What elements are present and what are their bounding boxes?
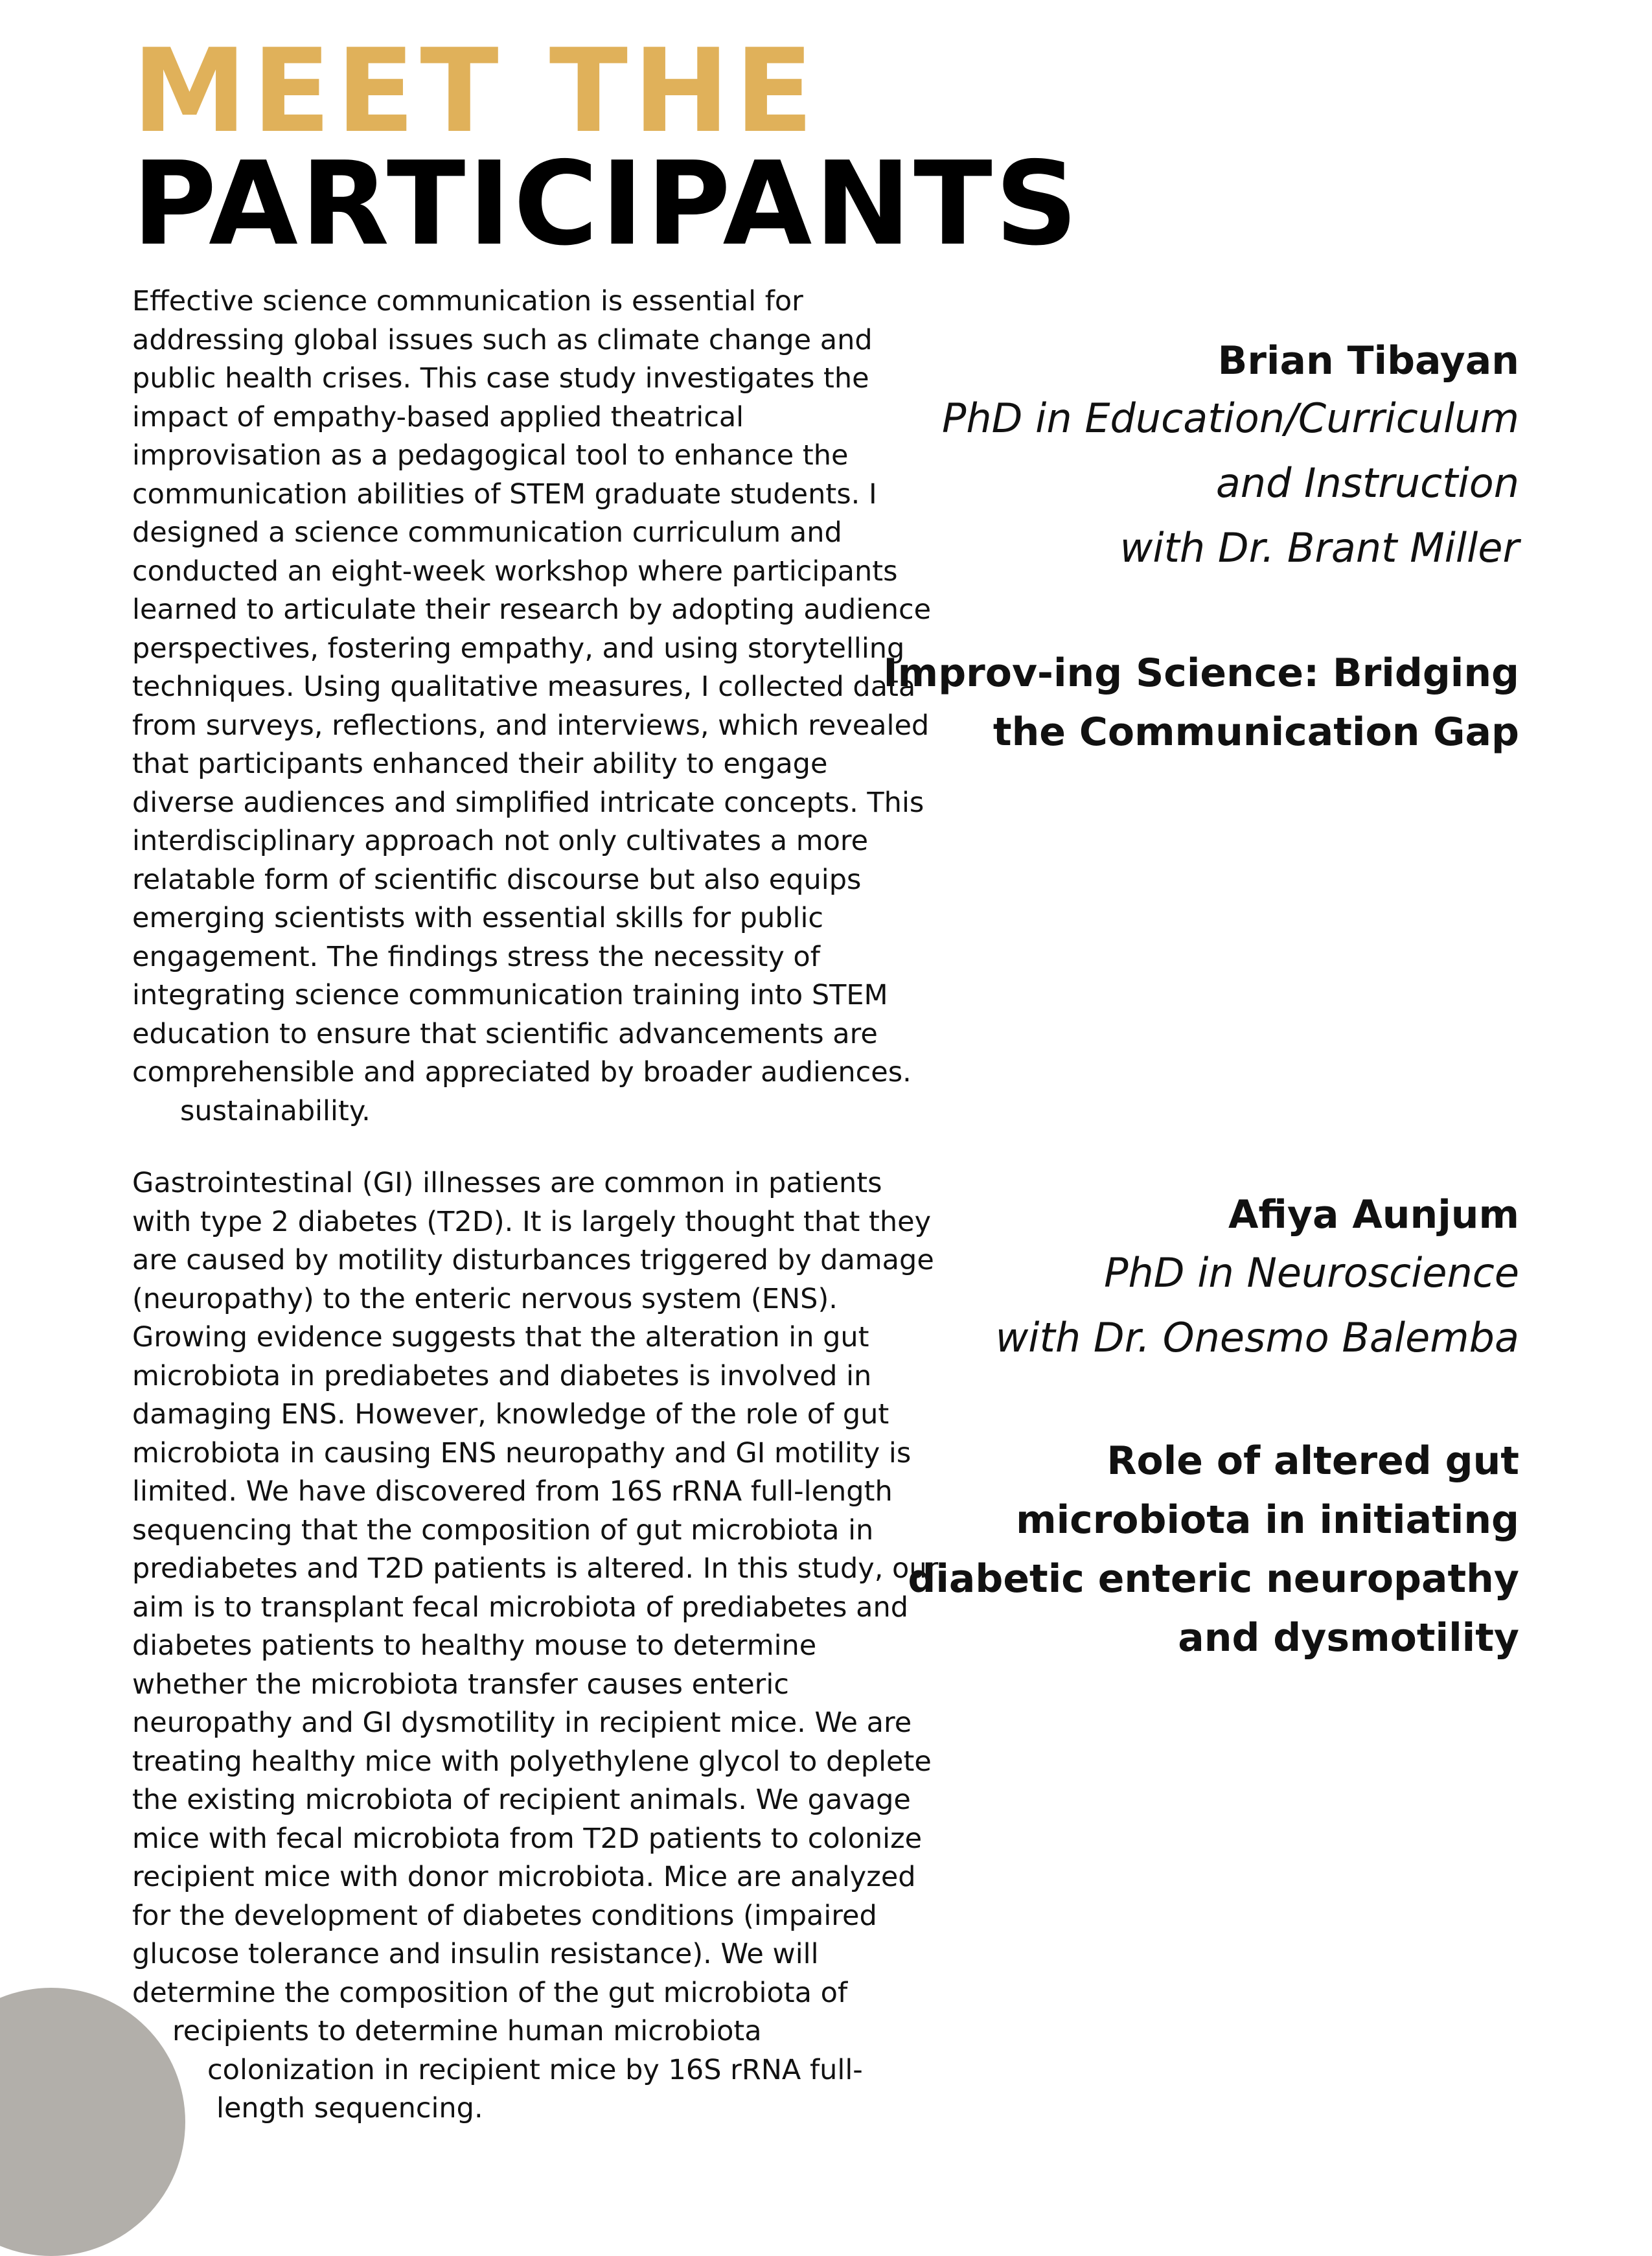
abstract-line: for the development of diabetes conditions (impaired (132, 1899, 877, 1932)
abstract-line: sequencing that the composition of gut microbiota in (132, 1514, 874, 1547)
title-line: the Communication Gap (992, 709, 1519, 755)
title-line: Role of altered gut (1107, 1438, 1519, 1484)
abstract-line: impact of empathy-based applied theatrical (132, 400, 744, 433)
abstract-line: designed a science communication curriculum and (132, 516, 842, 549)
abstract-line: diverse audiences and simplified intricate concepts. This (132, 786, 924, 819)
abstract-line: recipient mice with donor microbiota. Mice are analyzed (132, 1861, 916, 1893)
abstract-line: education to ensure that scientific advancements are (132, 1017, 878, 1050)
participant-name-brian-tibayan (871, 332, 1519, 390)
abstract-line: recipients to determine human microbiota (172, 2015, 762, 2047)
participant-name-afiya-aunjum (871, 1186, 1519, 1244)
title-line: Improv-ing Science: Bridging (883, 650, 1519, 696)
degree-line: PhD in Neuroscience (1104, 1249, 1519, 1296)
abstract-line: (neuropathy) to the enteric nervous system (ENS). (132, 1282, 838, 1315)
degree-line: PhD in Education/Curriculum (941, 395, 1519, 442)
abstract-line: microbiota in causing ENS neuropathy and GI motility is (132, 1436, 912, 1469)
abstract-line: glucose tolerance and insulin resistance). We will (132, 1938, 819, 1970)
title-line: microbiota in initiating (1016, 1497, 1519, 1543)
abstract-line: diabetes patients to healthy mouse to determine (132, 1629, 817, 1662)
abstract-line: learned to articulate their research by adopting audience (132, 593, 932, 626)
abstract-line: mice with fecal microbiota from T2D patients to colonize (132, 1822, 923, 1855)
abstract-line: prediabetes and T2D patients is altered. In this study, our (132, 1552, 939, 1585)
abstract-line: interdisciplinary approach not only cultivates a more (132, 825, 869, 857)
abstract-line: determine the composition of the gut microbiota of (132, 1976, 848, 2009)
title-line: and dysmotility (1178, 1615, 1519, 1661)
abstract-line: communication abilities of STEM graduate students. I (132, 478, 877, 511)
degree-line: and Instruction (1215, 459, 1519, 507)
abstract-line: engagement. The findings stress the necessity of (132, 940, 820, 973)
abstract-line: emerging scientists with essential skills for public (132, 902, 824, 934)
abstract-line: length sequencing. (216, 2092, 483, 2124)
abstract-line: that participants enhanced their ability to engage (132, 748, 828, 780)
project-title-afiya-aunjum (871, 1432, 1519, 1668)
participant-degree-afiya-aunjum (871, 1241, 1519, 1370)
abstract-line: are caused by motility disturbances triggered by damage (132, 1244, 934, 1276)
abstract-line: conducted an eight-week workshop where participants (132, 555, 898, 588)
abstract-afiya-aunjum (132, 1164, 939, 2128)
abstract-line: integrating science communication training into STEM (132, 979, 888, 1011)
abstract-line: neuropathy and GI dysmotility in recipient mice. We are (132, 1707, 912, 1739)
abstract-line: improvisation as a pedagogical tool to enhance the (132, 439, 849, 472)
abstract-line: treating healthy mice with polyethylene glycol to deplete (132, 1745, 932, 1778)
heading-meet-the: MEET THE (132, 24, 819, 158)
participant-degree-brian-tibayan (871, 386, 1519, 581)
abstract-line: damaging ENS. However, knowledge of the role of gut (132, 1398, 889, 1431)
participant-name: Brian Tibayan (1217, 338, 1519, 384)
abstract-line: sustainability. (180, 1094, 371, 1127)
abstract-line: comprehensible and appreciated by broader audiences. (132, 1056, 912, 1088)
abstract-line: whether the microbiota transfer causes enteric (132, 1668, 789, 1701)
abstract-line: perspectives, fostering empathy, and using storytelling (132, 632, 905, 665)
project-title-brian-tibayan (871, 644, 1519, 762)
degree-line: with Dr. Onesmo Balemba (995, 1314, 1519, 1361)
abstract-line: Growing evidence suggests that the alteration in gut (132, 1321, 869, 1353)
abstract-line: the existing microbiota of recipient animals. We gavage (132, 1784, 911, 1816)
abstract-line: public health crises. This case study investigates the (132, 362, 869, 395)
abstract-brian-tibayan (132, 282, 932, 1131)
abstract-line: techniques. Using qualitative measures, I collected data (132, 671, 916, 703)
participant-name: Afiya Aunjum (1228, 1192, 1519, 1237)
abstract-line: colonization in recipient mice by 16S rRNA full- (207, 2053, 863, 2086)
abstract-line: aim is to transplant fecal microbiota of prediabetes and (132, 1591, 908, 1624)
degree-line: with Dr. Brant Miller (1119, 524, 1519, 571)
abstract-line: Gastrointestinal (GI) illnesses are common in patients (132, 1167, 882, 1199)
abstract-line: addressing global issues such as climate change and (132, 323, 873, 356)
abstract-line: from surveys, reflections, and interviews, which revealed (132, 709, 930, 742)
abstract-line: with type 2 diabetes (T2D). It is largely thought that they (132, 1205, 932, 1238)
abstract-line: relatable form of scientific discourse but also equips (132, 863, 862, 896)
abstract-line: microbiota in prediabetes and diabetes is involved in (132, 1359, 872, 1392)
abstract-line: Effective science communication is essential for (132, 285, 803, 317)
title-line: diabetic enteric neuropathy (908, 1556, 1519, 1602)
heading-participants: PARTICIPANTS (132, 137, 1081, 271)
abstract-line: limited. We have discovered from 16S rRNA full-length (132, 1475, 893, 1508)
